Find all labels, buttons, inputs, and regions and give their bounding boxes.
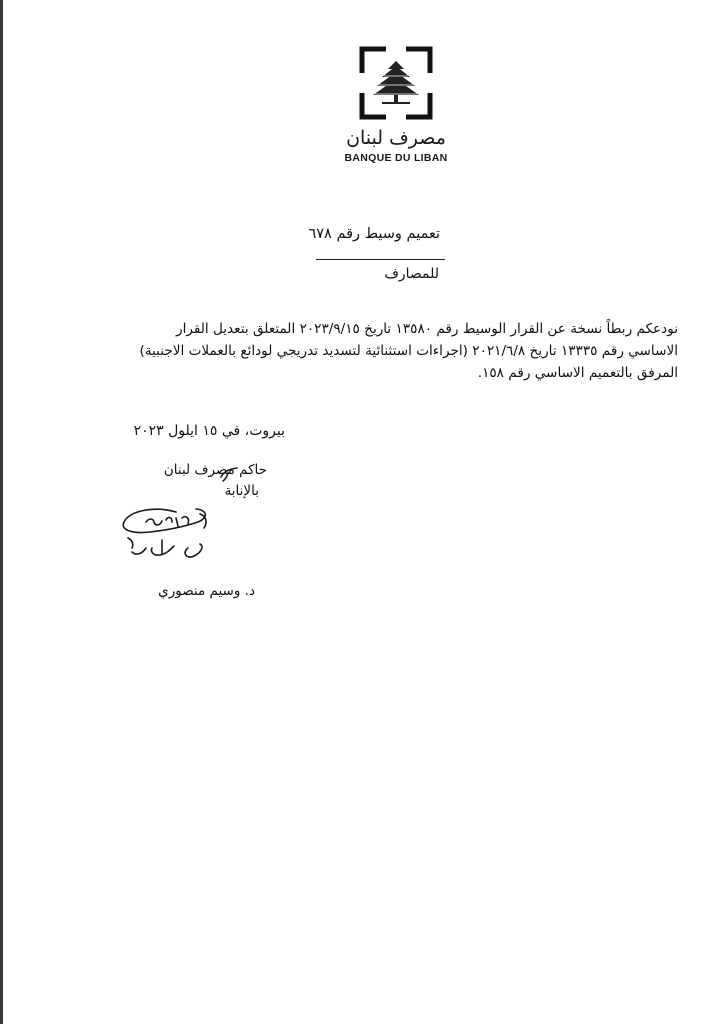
scan-edge <box>0 0 3 1024</box>
title-divider <box>316 259 445 260</box>
circular-title: تعميم وسيط رقم ٦٧٨ <box>308 226 440 242</box>
body-line: الاساسي رقم ١٣٣٣٥ تاريخ ٢٠٢١/٦/٨ (اجراءات استثنائية لتسديد تدريجي لودائع بالعملات الاجنبية) <box>139 343 678 359</box>
bank-name-arabic: مصرف لبنان <box>346 127 446 149</box>
bank-name-latin: BANQUE DU LIBAN <box>344 152 448 164</box>
signer-title: حاكم مصرف لبنان <box>163 462 267 478</box>
body-paragraph <box>112 318 678 384</box>
signer-name: د. وسيم منصوري <box>158 583 255 599</box>
recipient-line: للمصارف <box>384 266 439 282</box>
on-behalf-label: بالإنابة <box>224 483 259 499</box>
cedar-tree-frame-icon <box>358 45 434 121</box>
body-line: المرفق بالتعميم الاساسي رقم ١٥٨. <box>477 365 678 381</box>
body-line: نودعكم ربطاً نسخة عن القرار الوسيط رقم ١٣٥٨٠ تاريخ ٢٠٢٣/٩/١٥ المتعلق بتعديل القرار <box>176 321 678 337</box>
signature-icon <box>116 500 222 572</box>
place-date: بيروت، في ١٥ ايلول ٢٠٢٣ <box>133 423 285 439</box>
